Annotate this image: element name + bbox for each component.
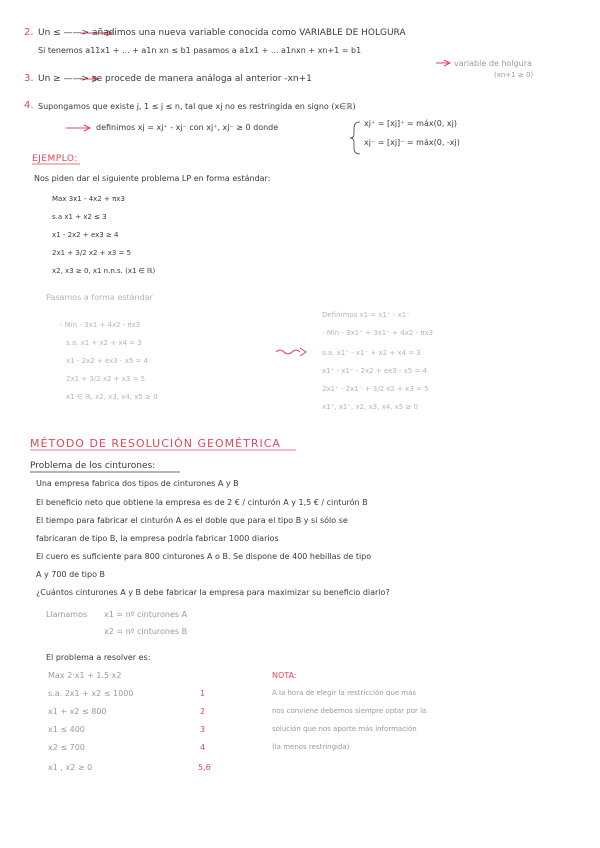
item4-line2: definimos xj = xj⁺ - xj⁻ con xj⁺, xj⁻ ≥ 0 donde — [96, 123, 279, 132]
right-row-0: - Min - 3x1⁺ + 3x1⁻ + 4x2 - πx3 — [322, 329, 434, 337]
ejemplo-intro: Nos piden dar el siguiente problema LP en forma estándar: — [34, 174, 271, 183]
nota-line-0: A la hora de elegir la restricción que más — [272, 689, 417, 697]
model-tag-1: 1 — [200, 689, 206, 698]
model-tag-4: 4 — [200, 743, 206, 752]
para-1: El beneficio neto que obtiene la empresa es de 2 € / cinturón A y 1,5 € / cinturón B — [36, 498, 368, 507]
item2-line1: Un ≤ ——> añadimos una nueva variable conocida como VARIABLE DE HOLGURA — [38, 28, 406, 38]
item4-number: 4. — [24, 100, 34, 111]
left-row-4: x1 ∈ ℝ, x2, x3, x4, x5 ≥ 0 — [66, 393, 158, 401]
left-row-2: x1 - 2x2 + ex3 - x5 = 4 — [66, 357, 149, 365]
item3-line1: Un ≥ ——> se procede de manera análoga al anterior -xn+1 — [38, 74, 312, 84]
model-row-3: x1 ≤ 400 — [48, 725, 85, 734]
problema-subtitle: Problema de los cinturones: — [30, 461, 156, 471]
item3-number: 3. — [24, 73, 34, 84]
model-row-5: x1 , x2 ≥ 0 — [48, 763, 93, 772]
right-row-3: 2x1⁺ - 2x1⁻ + 3/2 x2 + x3 = 5 — [322, 385, 429, 393]
llamamos-label: Llamamos — [46, 610, 88, 619]
item2-number: 2. — [24, 27, 34, 38]
right-row-4: x1⁺, x1⁻, x2, x3, x4, x5 ≥ 0 — [322, 403, 418, 411]
ejemplo-row-0: Max 3x1 - 4x2 + πx3 — [52, 195, 125, 203]
model-tag-2: 2 — [200, 707, 206, 716]
left-row-1: s.a. x1 + x2 + x4 = 3 — [66, 339, 142, 347]
arrow-item4 — [66, 125, 90, 131]
ejemplo-row-2: x1 - 2x2 + ex3 ≥ 4 — [52, 231, 119, 239]
planteo-label: El problema a resolver es: — [46, 653, 151, 662]
item4-line1: Supongamos que existe j, 1 ≤ j ≤ n, tal que xj no es restringida en signo (x∈ℝ) — [38, 102, 356, 111]
var-x2: x2 = nº cinturones B — [104, 627, 188, 636]
para-6: ¿Cuántos cinturones A y B debe fabricar la empresa para maximizar su beneficio diario? — [36, 588, 390, 597]
model-tag-3: 3 — [200, 725, 206, 734]
item4-brace1: xj⁺ = [xj]⁺ = máx(0, xj) — [364, 119, 457, 128]
metodo-title: MÉTODO DE RESOLUCIÓN GEOMÉTRICA — [30, 437, 281, 450]
item2-tag: variable de holgura — [454, 59, 532, 68]
ejemplo-row-4: x2, x3 ≥ 0, x1 n.n.s. (x1 ∈ ℝ) — [52, 267, 156, 275]
left-row-0: - Min - 3x1 + 4x2 - πx3 — [60, 321, 141, 329]
para-2: El tiempo para fabricar el cinturón A es el doble que para el tipo B y si sólo se — [36, 516, 348, 525]
ejemplo-row-1: s.a x1 + x2 ≤ 3 — [52, 213, 107, 221]
model-tag-5: 5,6 — [198, 763, 211, 772]
pasamos-label: Pasamos a forma estándar — [46, 293, 153, 302]
model-row-1: s.a. 2x1 + x2 ≤ 1000 — [48, 689, 134, 698]
nota-line-3: (la menos restringida) — [272, 743, 350, 751]
definimos-label: Definimos x1 = x1⁺ - x1⁻ — [322, 311, 410, 319]
model-row-4: x2 ≤ 700 — [48, 743, 85, 752]
nota-title: NOTA: — [272, 671, 297, 680]
right-row-1: s.a. x1⁺ - x1⁻ + x2 + x4 = 3 — [322, 349, 421, 357]
ejemplo-title: EJEMPLO: — [32, 154, 78, 164]
para-4: El cuero es suficiente para 800 cinturones A o B. Se dispone de 400 hebillas de tipo — [36, 552, 372, 561]
left-row-3: 2x1 + 3/2 x2 + x3 = 5 — [66, 375, 146, 383]
para-5: A y 700 de tipo B — [36, 570, 106, 579]
item2-line2: Si tenemos a11x1 + ... + a1n xn ≤ b1 pasamos a a1x1 + ... a1nxn + xn+1 = b1 — [38, 46, 362, 55]
brace-definition — [350, 122, 360, 154]
nota-line-1: nos conviene debemos siempre optar por la — [272, 707, 427, 715]
model-row-0: Max 2·x1 + 1.5·x2 — [48, 671, 122, 680]
model-row-2: x1 + x2 ≤ 800 — [48, 707, 107, 716]
squiggle-arrow — [276, 348, 306, 356]
var-x1: x1 = nº cinturones A — [104, 610, 188, 619]
para-3: fabricaran de tipo B, la empresa podría fabricar 1000 diarios — [36, 534, 279, 543]
item2-tag-sub: (xn+1 ≥ 0) — [494, 71, 534, 79]
nota-line-2: solución que nos aporte más información — [272, 725, 417, 733]
right-row-2: x1⁺ - x1⁻ - 2x2 + ex3 - x5 = 4 — [322, 367, 428, 375]
arrow-holgura — [436, 60, 450, 66]
ejemplo-row-3: 2x1 + 3/2 x2 + x3 = 5 — [52, 249, 132, 257]
para-0: Una empresa fabrica dos tipos de cinturones A y B — [36, 479, 239, 488]
item4-brace2: xj⁻ = [xj]⁻ = máx(0, -xj) — [364, 138, 460, 147]
